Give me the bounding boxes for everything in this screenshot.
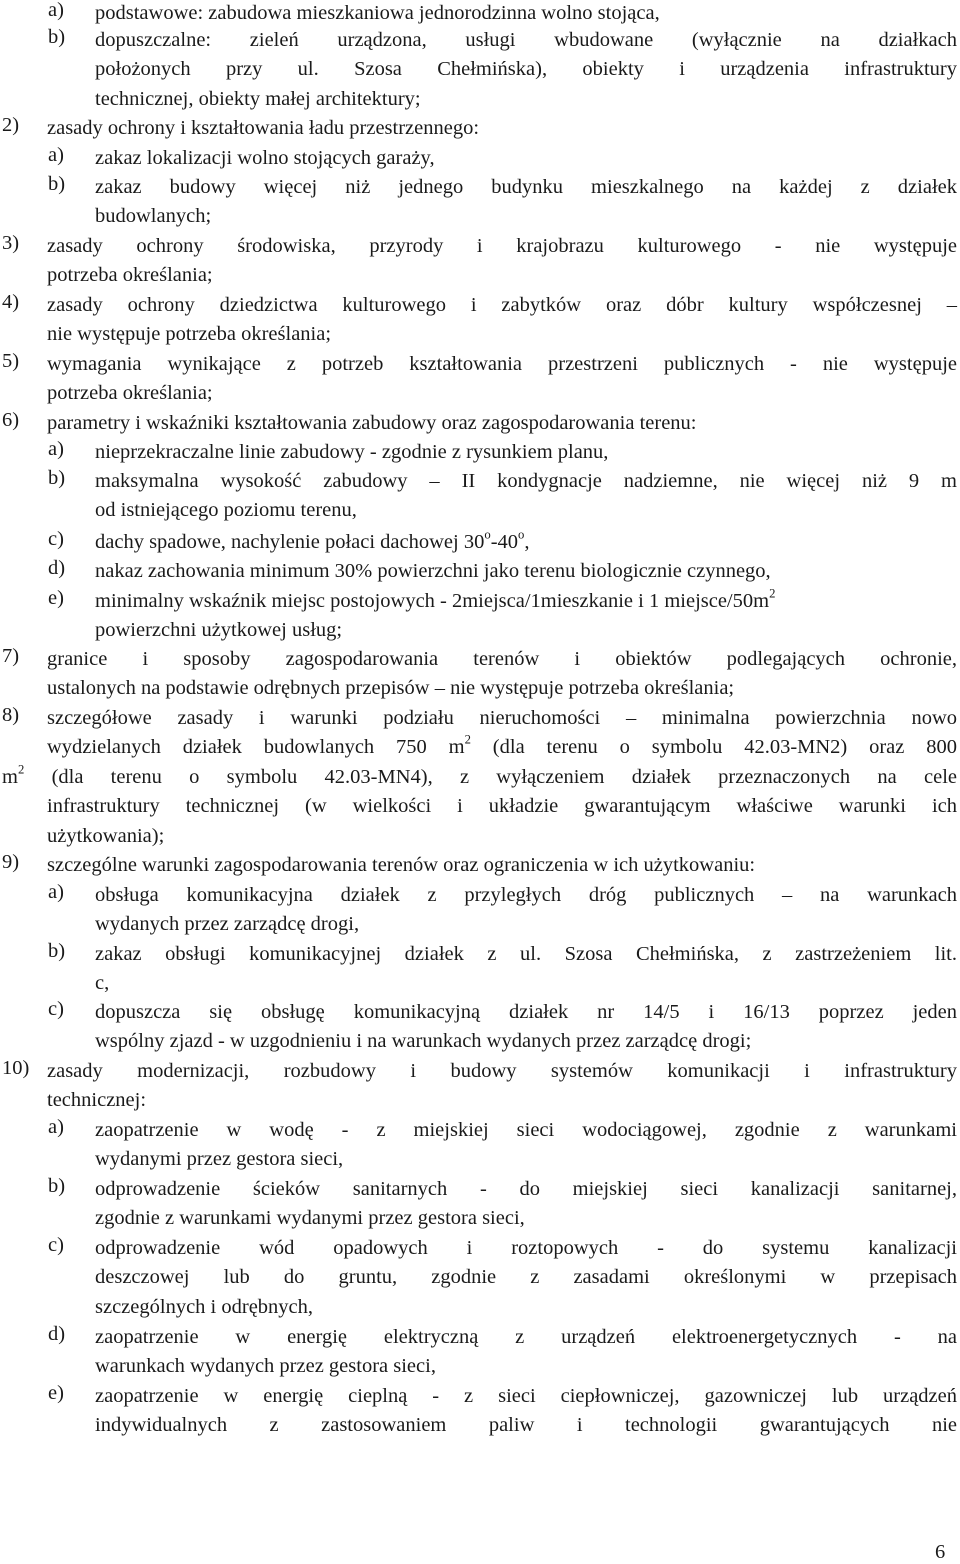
list-item-9 [2, 851, 957, 880]
list-item-2b [48, 173, 957, 232]
list-item-10b [48, 1175, 957, 1234]
list-item-6a [48, 438, 957, 467]
list-text-line: zakaz lokalizacji wolno stojących garaży, [95, 147, 435, 169]
list-item-5 [2, 350, 957, 409]
list-text-line: zasady ochrony dziedzictwa kulturowego i zabytków oraz dóbr kultury współczesnej – [47, 294, 957, 316]
list-text-line: obsługa komunikacyjna działek z przyległych dróg publicznych – na warunkach [95, 884, 957, 906]
text-run: -40 [490, 531, 519, 553]
list-text-line: od istniejącego poziomu terenu, [95, 499, 357, 522]
list-text-line: c, [95, 972, 110, 995]
list-label: b) [48, 26, 66, 48]
degree-superscript: o [484, 527, 491, 542]
list-text-line: zasady ochrony środowiska, przyrody i krajobrazu kulturowego - nie występuje [47, 235, 957, 257]
list-item-10e [48, 1382, 957, 1441]
list-label: a) [48, 438, 64, 460]
list-item-10 [2, 1057, 957, 1116]
list-item-7 [2, 645, 957, 704]
list-text-line: zakaz obsługi komunikacyjnej działek z ul. Szosa Chełmińska, z zastrzeżeniem lit. [95, 943, 957, 965]
list-text-line: warunkach wydanych przez gestora sieci, [95, 1355, 436, 1378]
list-text-line: wymagania wynikające z potrzeb kształtowania przestrzeni publicznych - nie występuje [47, 353, 957, 375]
list-label: c) [48, 1234, 64, 1256]
list-item-10a [48, 1116, 957, 1175]
list-item-6e [48, 587, 957, 646]
list-label: 5) [2, 350, 20, 372]
list-label: e) [48, 587, 64, 609]
list-text-line: potrzeba określania; [47, 264, 213, 287]
list-text-line: zasady ochrony i kształtowania ładu przestrzennego: [47, 117, 480, 139]
list-text-line: zaopatrzenie w wodę - z miejskiej sieci wodociągowej, zgodnie z warunkami [95, 1119, 957, 1141]
list-label: 10) [2, 1057, 30, 1079]
list-label: a) [48, 881, 64, 903]
list-text-line: zaopatrzenie w energię elektryczną z urządzeń elektroenergetycznych - na [95, 1326, 957, 1348]
list-label: a) [48, 144, 64, 166]
text-run: , [524, 531, 530, 553]
list-item-10c [48, 1234, 957, 1322]
list-text-line: wydanymi przez gestora sieci, [95, 1148, 344, 1171]
list-text-line: infrastruktury technicznej (w wielkości i układzie gwarantującym właściwe warunki ich [47, 795, 957, 818]
list-text-line: odprowadzenie ścieków sanitarnych - do miejskiej sieci kanalizacji sanitarnej, [95, 1178, 957, 1200]
superscript: 2 [769, 586, 776, 601]
list-item-6d [48, 557, 957, 586]
list-text-line: odprowadzenie wód opadowych i roztopowych - do systemu kanalizacji [95, 1237, 957, 1259]
list-label: c) [48, 528, 64, 550]
list-label: 4) [2, 291, 20, 313]
list-label: 6) [2, 409, 20, 431]
text-run: minimalny wskaźnik miejsc postojowych - 2miejsca/1mieszkanie i 1 miejsce/50m [95, 590, 770, 612]
list-item-b [48, 26, 957, 114]
list-text-line: technicznej, obiekty małej architektury; [95, 87, 421, 110]
list-item-2a [48, 144, 957, 173]
list-text-line: indywidualnych z zastosowaniem paliw i technologii gwarantujących nie [95, 1414, 957, 1437]
list-text-line: budowlanych; [95, 205, 212, 228]
list-text-line: maksymalna wysokość zabudowy – II kondygnacje nadziemne, nie więcej niż 9 m [95, 470, 957, 492]
list-text-line: potrzeba określania; [47, 382, 213, 405]
list-item-8 [2, 704, 957, 763]
list-label: a) [48, 1116, 64, 1138]
list-text-line [47, 733, 957, 762]
list-item-9b [48, 940, 957, 999]
list-item-3 [2, 232, 957, 291]
list-text-line: zasady modernizacji, rozbudowy i budowy systemów komunikacji i infrastruktury [47, 1060, 957, 1082]
list-text-line: zgodnie z warunkami wydanymi przez gestora sieci, [95, 1207, 525, 1230]
page-number: 6 [935, 1541, 946, 1563]
list-text-line: wspólny zjazd - w uzgodnieniu i na warunkach wydanych przez zarządcę drogi; [95, 1030, 752, 1053]
list-text-line: parametry i wskaźniki kształtowania zabudowy oraz zagospodarowania terenu: [47, 412, 697, 434]
list-text-line: dopuszczalne: zieleń urządzona, usługi wbudowane (wyłącznie na działkach [95, 29, 957, 51]
list-item-a [48, 0, 957, 28]
list-text-line: położonych przy ul. Szosa Chełmińska), obiekty i urządzenia infrastruktury [95, 58, 957, 81]
list-label: d) [48, 557, 66, 579]
text-run: dachy spadowe, nachylenie połaci dachowej 30 [95, 531, 485, 553]
list-label: d) [48, 1323, 66, 1345]
list-text-line: nieprzekraczalne linie zabudowy - zgodnie z rysunkiem planu, [95, 441, 609, 463]
list-item-6b [48, 467, 957, 526]
list-text-line: zaopatrzenie w energię cieplną - z sieci ciepłowniczej, gazowniczej lub urządzeń [95, 1385, 957, 1407]
list-item-8-continued [2, 763, 957, 851]
list-text-line: powierzchni użytkowej usług; [95, 619, 343, 642]
list-item-9a [48, 881, 957, 940]
list-text-line: nakaz zachowania minimum 30% powierzchni jako terenu biologicznie czynnego, [95, 560, 771, 582]
list-label: a) [48, 0, 64, 21]
list-text-line: technicznej: [47, 1089, 147, 1112]
list-text-line: użytkowania); [47, 824, 165, 847]
list-label: b) [48, 173, 66, 195]
text-run: (dla terenu o symbolu 42.03-MN2) oraz 800 [470, 736, 957, 759]
list-text-line: dopuszcza się obsługę komunikacyjną działek nr 14/5 i 16/13 poprzez jeden [95, 1001, 957, 1023]
list-item-9c [48, 998, 957, 1057]
list-label: 8) [2, 704, 20, 726]
list-item-10d [48, 1323, 957, 1382]
list-label: b) [48, 467, 66, 489]
list-label: b) [48, 940, 66, 962]
list-text-line: zakaz budowy więcej niż jednego budynku mieszkalnego na każdej z działek [95, 176, 957, 198]
list-item-6c [48, 528, 957, 557]
text-run: wydzielanych działek budowlanych 750 m [47, 736, 465, 759]
list-text-line: nie występuje potrzeba określania; [47, 323, 332, 346]
list-item-6 [2, 409, 957, 438]
list-text-line [95, 587, 957, 616]
list-text-line [95, 528, 957, 557]
text-run: m [2, 766, 18, 788]
superscript: 2 [464, 732, 471, 747]
degree-superscript: o [518, 527, 525, 542]
list-label: c) [48, 998, 64, 1020]
list-item-4 [2, 291, 957, 350]
list-label: e) [48, 1382, 64, 1404]
list-label: 3) [2, 232, 20, 254]
superscript: 2 [17, 762, 25, 777]
list-text-line: ustalonych na podstawie odrębnych przepisów – nie występuje potrzeba określania; [47, 677, 735, 700]
list-label: 9) [2, 851, 20, 873]
list-text-line: szczególnych i odrębnych, [95, 1295, 314, 1318]
list-label: 7) [2, 645, 20, 667]
list-text-line: granice i sposoby zagospodarowania terenów i obiektów podlegających ochronie, [47, 648, 957, 670]
list-item-2 [2, 114, 957, 143]
list-text-line: podstawowe: zabudowa mieszkaniowa jednorodzinna wolno stojąca, [95, 2, 660, 24]
list-text-line: szczególne warunki zagospodarowania terenów oraz ograniczenia w ich użytkowaniu: [47, 854, 756, 876]
list-text-line: szczegółowe zasady i warunki podziału nieruchomości – minimalna powierzchnia nowo [47, 707, 957, 729]
list-text-line: wydanych przez zarządcę drogi, [95, 913, 360, 936]
list-label: b) [48, 1175, 66, 1197]
text-run: (dla terenu o symbolu 42.03-MN4), z wyłączeniem działek przeznaczonych na cele [24, 766, 957, 788]
list-text-line [2, 763, 957, 792]
list-text-line: deszczowej lub do gruntu, zgodnie z zasadami określonymi w przepisach [95, 1266, 957, 1289]
list-label: 2) [2, 114, 20, 136]
